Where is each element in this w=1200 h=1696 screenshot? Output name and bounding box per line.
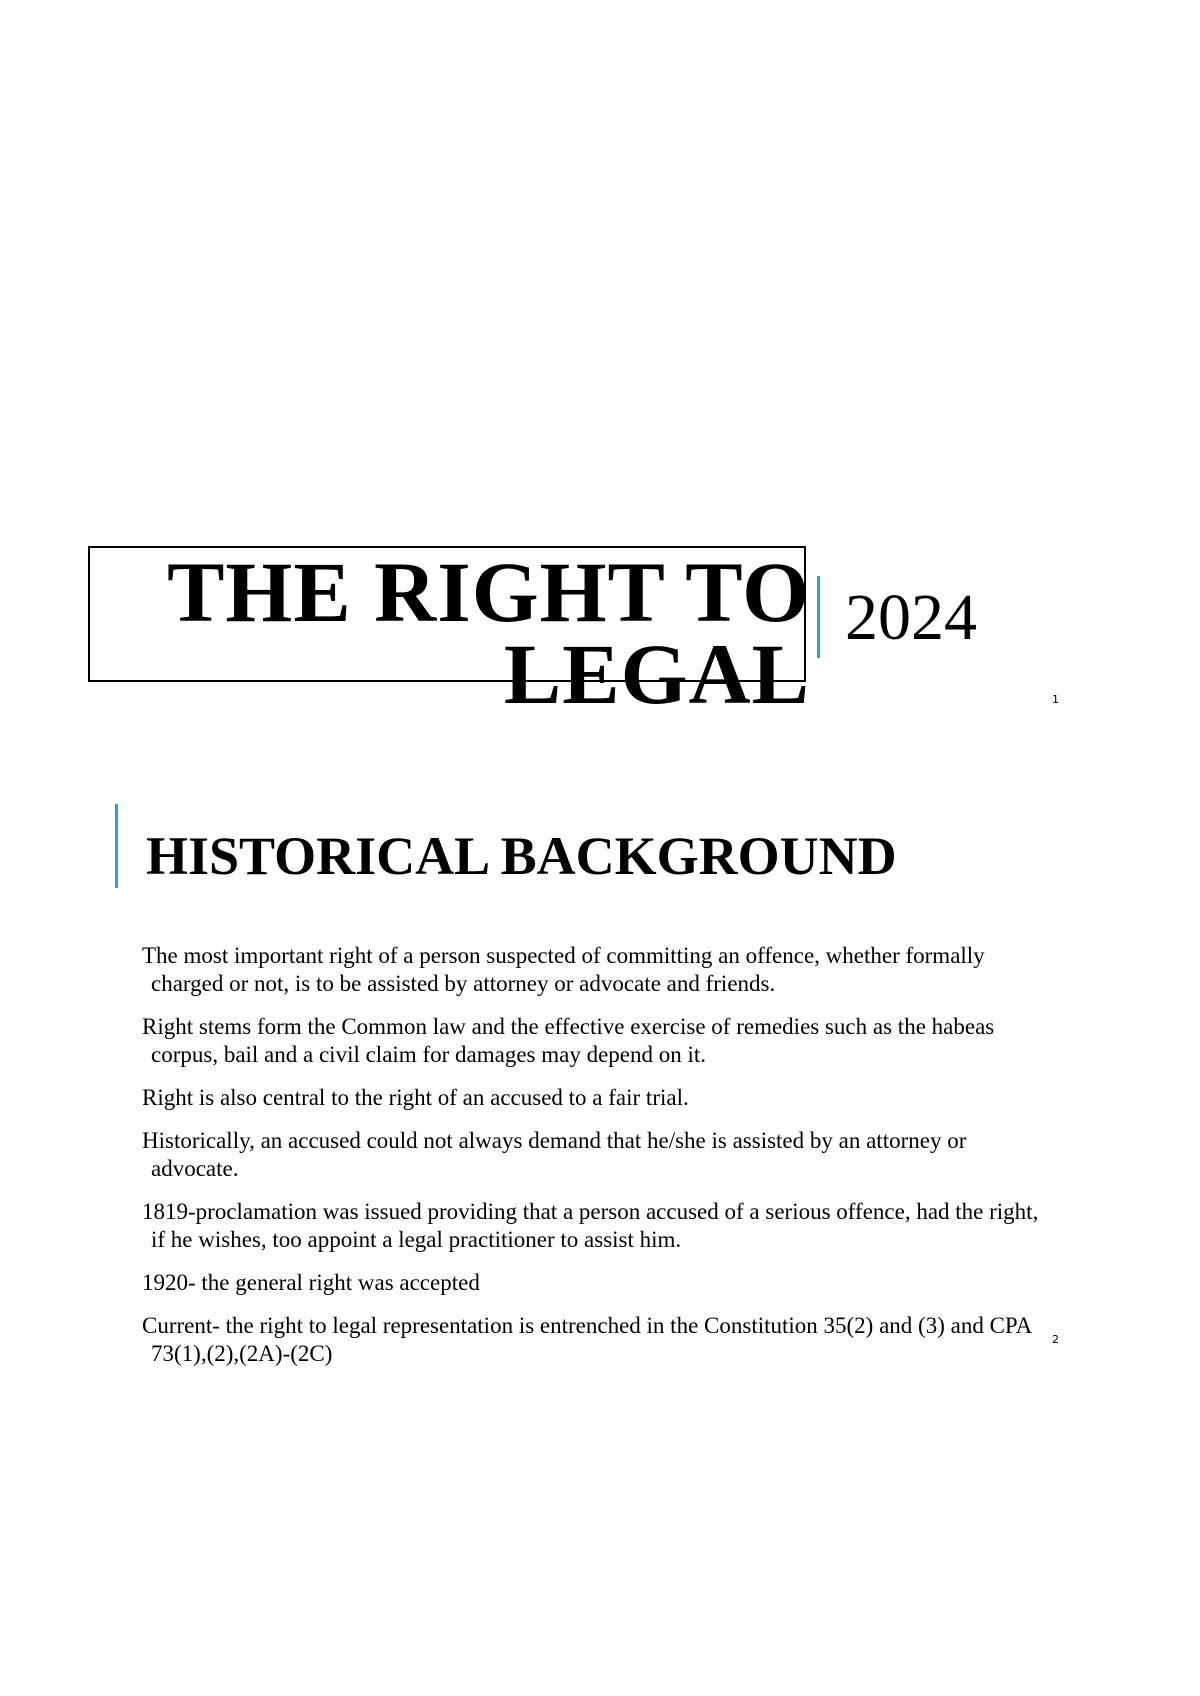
slide-title: THE RIGHT TO LEGAL (167, 544, 810, 722)
accent-divider (817, 576, 820, 658)
paragraph-list (142, 942, 1042, 1383)
page-number: 1 (1052, 693, 1059, 706)
page-number: 2 (1052, 1333, 1059, 1346)
paragraph: 1819-proclamation was issued providing that a person accused of a serious offence, had the right, if he wishes, too appoint a legal practitioner to assist him. (142, 1199, 1039, 1252)
paragraph: 1920- the general right was accepted (142, 1270, 480, 1295)
paragraph: Right is also central to the right of an accused to a fair trial. (142, 1085, 689, 1110)
year-label: 2024 (845, 581, 977, 654)
paragraph: The most important right of a person suspected of committing an offence, whether formally charged or not, is to be assisted by attorney or advocate and friends. (142, 943, 985, 996)
accent-divider (115, 804, 118, 888)
paragraph: Right stems form the Common law and the effective exercise of remedies such as the habeas corpus, bail and a civil claim for damages may depend on it. (142, 1014, 995, 1067)
section-heading: HISTORICAL BACKGROUND (146, 826, 897, 886)
paragraph: Historically, an accused could not always demand that he/she is assisted by an attorney or advocate. (142, 1128, 967, 1181)
paragraph: Current- the right to legal representation is entrenched in the Constitution 35(2) and (3) and CPA 73(1),(2),(2A)-(2C) (142, 1313, 1031, 1366)
